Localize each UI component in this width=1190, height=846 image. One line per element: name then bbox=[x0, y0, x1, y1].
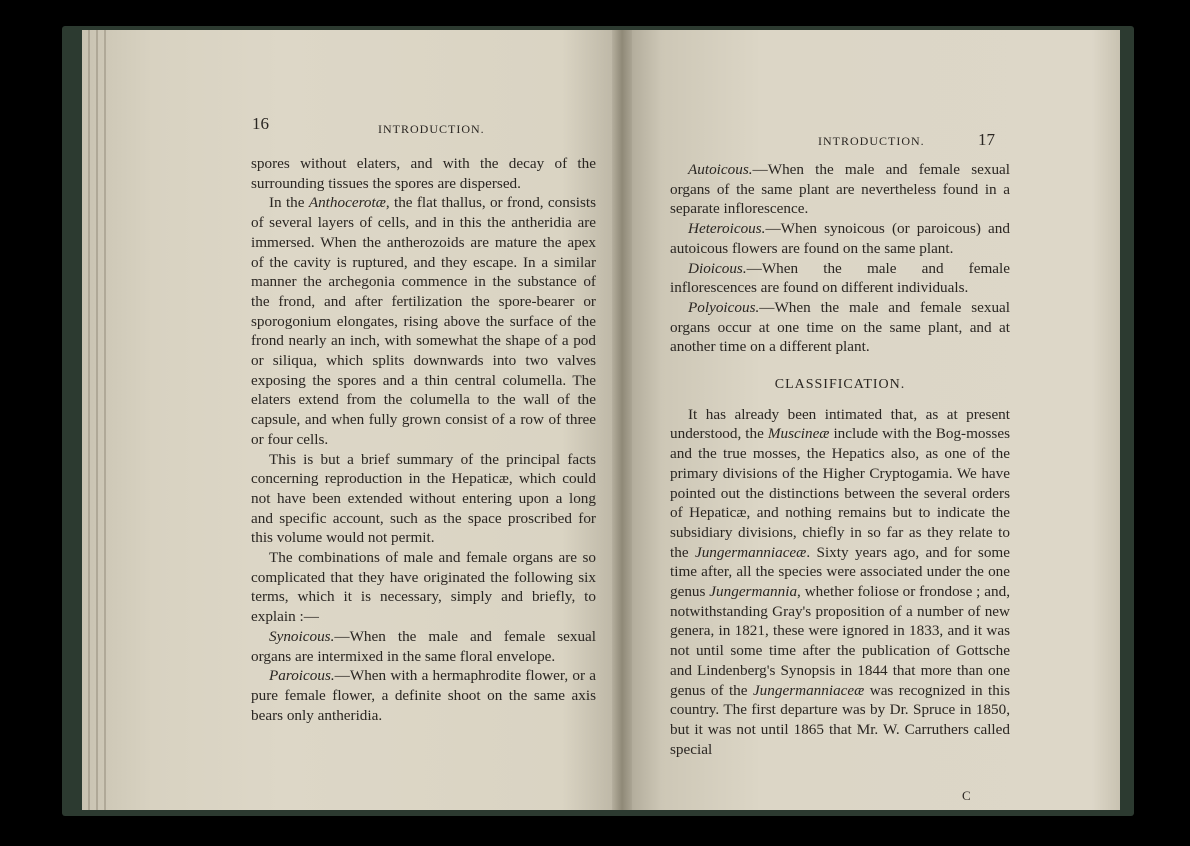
paragraph: Synoicous.—When the male and female sexual organs are intermixed in the same floral envelope. bbox=[251, 627, 596, 665]
paragraph: Autoicous.—When the male and female sexual organs of the same plant are nevertheless found in a separate inflorescence. bbox=[670, 161, 1010, 218]
paragraph: In the Anthocerotæ, the flat thallus, or frond, consists of several layers of cells, and in this the antheridia are immersed. When the antherozoids are mature the apex of the cavity is ruptured, and they escape. In a similar manner the archegonia commence in the substance of the frond, and after fertilization the spore-bearer or sporogonium elongates, rising above the surface of the frond nearly an inch, with somewhat the shape of a pod or siliqua, which splits downwards into two valves exposing the spores and a thin central columella. The elaters extend from the columella to the wall of the capsule, and when fully grown consist of a row of three or four cells. bbox=[251, 194, 596, 448]
section-heading: CLASSIFICATION. bbox=[774, 377, 906, 393]
paragraph: Polyoicous.—When the male and female sexual organs occur at one time on the same plant, and at another time on a different plant. bbox=[670, 298, 1010, 356]
paragraph: The combinations of male and female organs are so complicated that they have originated the following six terms, which it is necessary, simply and briefly, to explain :— bbox=[251, 549, 596, 626]
left-body-text bbox=[251, 154, 596, 725]
paragraph: Paroicous.—When with a hermaphrodite flower, or a pure female flower, a definite shoot on the same axis bears only antheridia. bbox=[251, 667, 596, 724]
book-gutter bbox=[612, 30, 632, 810]
running-head: INTRODUCTION. bbox=[818, 134, 925, 148]
paragraph: spores without elaters, and with the decay of the surrounding tissues the spores are dispersed. bbox=[251, 155, 596, 192]
paragraph: It has already been intimated that, as at present understood, the Muscineæ include with the Bog-mosses and the true mosses, the Hepatics also, as one of the primary divisions of the Higher Cryptogamia. We have pointed out the distinctions between the several orders of Hepaticæ, and nothing remains but to indicate the subsidiary divisions, chiefly in so far as they relate to the Jungermanniaceæ. Sixty years ago, and for some time after, all the species were associated under the one genus Jungermannia, whether foliose or frondose ; and, notwithstanding Gray's proposition of a number of new genera, in 1821, these were ignored in 1833, and it was not until some time after the publication of Gottsche and Lindenberg's Synopsis in 1844 that more than one genus of the Jungermanniaceæ was recognized in this country. The first departure was by Dr. Spruce in 1850, but it was not until 1865 that Mr. W. Carruthers called special bbox=[670, 405, 1011, 758]
running-head: INTRODUCTION. bbox=[378, 122, 485, 136]
paragraph: This is but a brief summary of the principal facts concerning reproduction in the Hepaticæ, which could not have been extended without entering upon a long and specific account, such as the space proscribed for this volume would not permit. bbox=[251, 450, 596, 547]
right-body-text bbox=[670, 160, 1010, 759]
paragraph: Heteroicous.—When synoicous (or paroicous) and autoicous flowers are found on the same plant. bbox=[670, 220, 1010, 257]
page-number: 16 bbox=[252, 114, 269, 133]
signature-mark: C bbox=[962, 788, 971, 803]
page-number: 17 bbox=[978, 130, 995, 149]
paragraph: Dioicous.—When the male and female inflorescences are found on different individuals. bbox=[670, 259, 1010, 297]
left-page bbox=[82, 30, 622, 810]
right-page bbox=[622, 30, 1120, 810]
